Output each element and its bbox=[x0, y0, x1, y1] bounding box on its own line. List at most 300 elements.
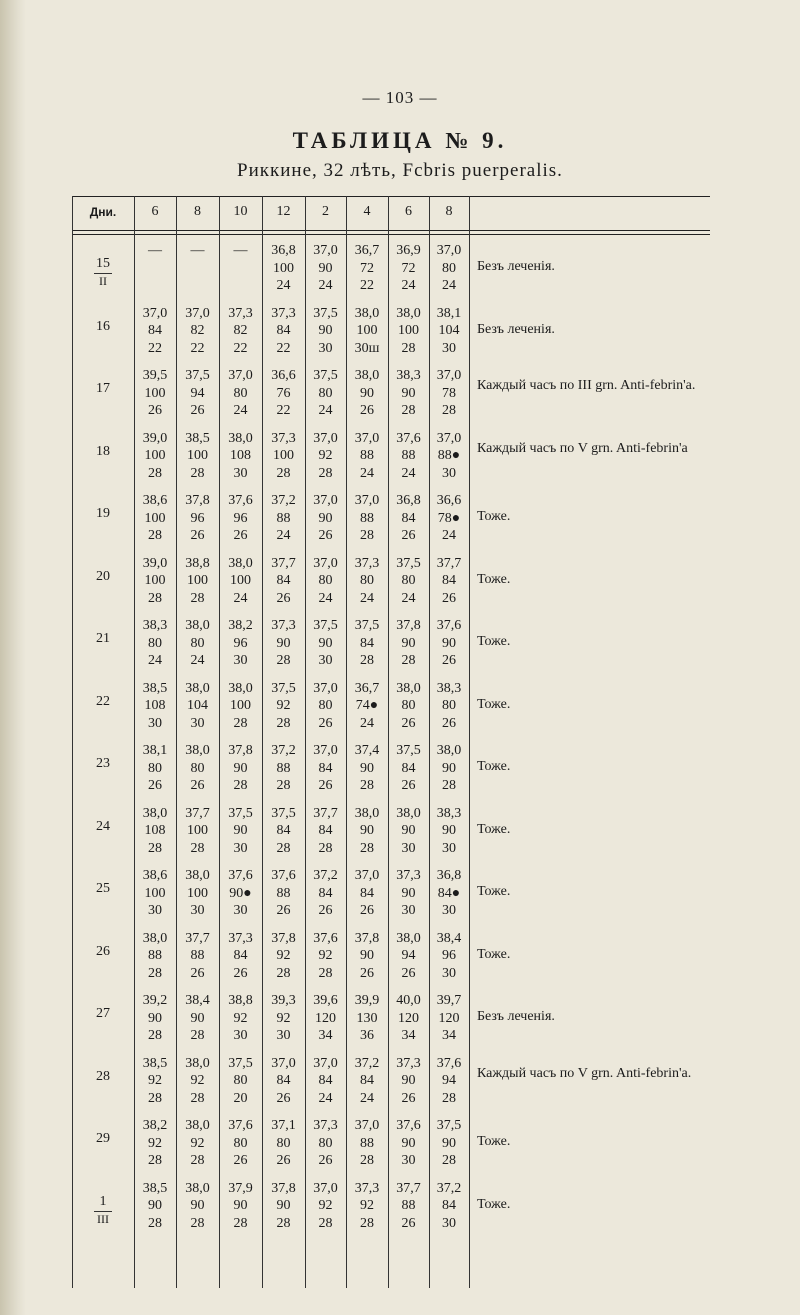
reading-cell bbox=[219, 1113, 262, 1176]
table-row bbox=[72, 926, 710, 985]
pulse-value: 82 bbox=[190, 323, 205, 338]
reading-cell bbox=[176, 988, 219, 1051]
pulse-value: 84 bbox=[360, 635, 374, 651]
temperature-value: 37,5 bbox=[185, 368, 210, 383]
temperature-value: 37,0 bbox=[313, 555, 338, 571]
pulse-value: 90 bbox=[442, 823, 456, 838]
pulse-value: 84 bbox=[318, 760, 333, 776]
pulse-value: 90 bbox=[360, 385, 374, 401]
data-table bbox=[72, 196, 710, 1288]
respiration-value: 34 bbox=[442, 1028, 456, 1043]
temperature-value: 40,0 bbox=[396, 993, 421, 1008]
pulse-value: 92 bbox=[190, 1073, 205, 1088]
respiration-value: 28 bbox=[276, 840, 291, 856]
table-row bbox=[72, 988, 710, 1047]
respiration-value: 26 bbox=[318, 903, 333, 918]
table-row bbox=[72, 1051, 710, 1110]
table-title: ТАБЛИЦА № 9. bbox=[292, 128, 508, 153]
temperature-value: 37,0 bbox=[313, 493, 338, 508]
temperature-value: 39,5 bbox=[142, 368, 168, 383]
temperature-value: 38,8 bbox=[185, 555, 210, 571]
temperature-value: 37,5 bbox=[271, 680, 296, 696]
reading-cell bbox=[262, 488, 305, 551]
reading-cell bbox=[134, 1113, 176, 1176]
reading-cell bbox=[388, 301, 429, 364]
temperature-value: 36,7 bbox=[354, 243, 380, 258]
temperature-value: 38,0 bbox=[436, 743, 462, 758]
pulse-value: 120 bbox=[315, 1010, 336, 1026]
respiration-value: 30 bbox=[401, 903, 416, 918]
temperature-value: 38,5 bbox=[185, 430, 210, 446]
pulse-value: 90 bbox=[401, 1073, 416, 1088]
pulse-value: 88 bbox=[360, 448, 374, 463]
pulse-value: 90 bbox=[360, 823, 374, 838]
pulse-value: 80 bbox=[318, 698, 333, 713]
temperature-value: 38,0 bbox=[185, 618, 210, 633]
respiration-value: 24 bbox=[190, 653, 205, 668]
reading-cell bbox=[429, 363, 469, 426]
pulse-value: 96 bbox=[190, 510, 205, 526]
table-row bbox=[72, 1176, 710, 1235]
respiration-value: 28 bbox=[190, 840, 205, 856]
respiration-value: 30 bbox=[401, 840, 416, 856]
pulse-value bbox=[219, 260, 262, 278]
pulse-value: 84 bbox=[318, 1073, 333, 1088]
pulse-value: 90 bbox=[148, 1010, 162, 1026]
temperature-value: 38,2 bbox=[228, 618, 253, 633]
pulse-value: 100 bbox=[230, 573, 251, 588]
reading-cell bbox=[346, 988, 388, 1051]
temperature-value: 36,8 bbox=[436, 868, 462, 883]
reading-cell bbox=[219, 613, 262, 676]
day-number: 19 bbox=[96, 506, 110, 521]
respiration-value: 30 bbox=[442, 1215, 456, 1231]
pulse-value: 90 bbox=[318, 635, 333, 651]
reading-cell bbox=[388, 363, 429, 426]
temperature-value: 37,0 bbox=[354, 493, 380, 508]
temperature-value: 38,5 bbox=[142, 1180, 168, 1196]
reading-cell bbox=[305, 426, 346, 489]
pulse-value: 90 bbox=[318, 323, 333, 338]
pulse-value: 90 bbox=[401, 385, 416, 401]
temperature-value: 37,8 bbox=[354, 930, 380, 946]
reading-cell bbox=[219, 426, 262, 489]
reading-cell bbox=[388, 488, 429, 551]
treatment-note: Каждый часъ по III grn. Anti-febrin'a. bbox=[477, 378, 696, 393]
pulse-value: 84 bbox=[276, 1073, 291, 1088]
pulse-value: 100 bbox=[187, 885, 208, 901]
reading-cell bbox=[346, 551, 388, 614]
temperature-value: 38,1 bbox=[142, 743, 168, 758]
reading-cell bbox=[388, 238, 429, 301]
reading-cell bbox=[219, 1176, 262, 1239]
treatment-note: Каждый часъ по V grn. Anti-febrin'a bbox=[477, 440, 688, 456]
respiration-value: 28 bbox=[190, 590, 205, 606]
pulse-value: 88● bbox=[437, 448, 461, 463]
respiration-value: 26 bbox=[318, 778, 333, 793]
respiration-value: 26 bbox=[318, 1153, 333, 1168]
respiration-value: 24 bbox=[360, 715, 374, 731]
reading-cell bbox=[176, 1176, 219, 1239]
respiration-value: 24 bbox=[401, 465, 416, 481]
pulse-value: 100 bbox=[356, 323, 378, 338]
table-rule bbox=[72, 196, 710, 197]
reading-cell bbox=[429, 1176, 469, 1239]
pulse-value: 100 bbox=[144, 510, 166, 526]
page-number: — 103 — bbox=[362, 88, 438, 107]
table-row bbox=[72, 738, 710, 797]
respiration-value: 28 bbox=[276, 778, 291, 793]
treatment-note: Тоже. bbox=[477, 759, 511, 774]
reading-cell bbox=[346, 676, 388, 739]
respiration-value: 26 bbox=[190, 965, 205, 981]
reading-cell bbox=[176, 238, 219, 301]
reading-cell bbox=[429, 738, 469, 801]
pulse-value: 130 bbox=[356, 1010, 378, 1026]
temperature-value: 37,0 bbox=[436, 430, 462, 446]
reading-cell bbox=[176, 426, 219, 489]
pulse-value: 84 bbox=[401, 760, 416, 776]
pulse-value: 90 bbox=[148, 1198, 162, 1213]
temperature-value: 37,5 bbox=[354, 618, 380, 633]
respiration-value: 28 bbox=[148, 1153, 162, 1168]
respiration-value: 28 bbox=[318, 840, 333, 856]
reading-cell bbox=[429, 1113, 469, 1176]
reading-cell bbox=[176, 1051, 219, 1114]
day-cell bbox=[72, 319, 134, 335]
reading-cell bbox=[388, 988, 429, 1051]
temperature-value: 38,0 bbox=[396, 805, 421, 821]
pulse-value: 80 bbox=[401, 698, 416, 713]
reading-cell bbox=[176, 863, 219, 926]
column-header-hour: 6 bbox=[405, 204, 412, 219]
temperature-value: 39,2 bbox=[142, 993, 168, 1008]
respiration-value: 30 bbox=[318, 340, 333, 356]
reading-cell bbox=[305, 551, 346, 614]
reading-cell bbox=[429, 426, 469, 489]
temperature-value: 38,0 bbox=[396, 930, 421, 946]
reading-cell bbox=[262, 738, 305, 801]
temperature-value: 38,0 bbox=[354, 305, 380, 321]
pulse-value: 94 bbox=[401, 948, 416, 963]
day-number: 26 bbox=[96, 943, 110, 959]
day-cell bbox=[72, 944, 134, 960]
pulse-value: 80 bbox=[318, 385, 333, 401]
pulse-value: 100 bbox=[230, 698, 251, 713]
pulse-value: 100 bbox=[273, 448, 294, 463]
temperature-value: 37,8 bbox=[396, 618, 421, 633]
table-row bbox=[72, 1113, 710, 1172]
respiration-value: 28 bbox=[442, 403, 456, 418]
temperature-value: 37,3 bbox=[271, 305, 296, 321]
pulse-value: 90 bbox=[401, 885, 416, 901]
respiration-value: 28 bbox=[148, 590, 162, 606]
respiration-value: 28 bbox=[233, 1215, 248, 1231]
reading-cell bbox=[219, 676, 262, 739]
reading-cell bbox=[219, 1051, 262, 1114]
reading-cell bbox=[305, 1113, 346, 1176]
treatment-note: Тоже. bbox=[477, 821, 511, 837]
pulse-value: 82 bbox=[233, 323, 248, 338]
respiration-value: 30 bbox=[442, 840, 456, 856]
reading-cell bbox=[176, 1113, 219, 1176]
table-row bbox=[72, 301, 710, 360]
reading-cell bbox=[305, 863, 346, 926]
respiration-value: 30 bbox=[442, 965, 456, 981]
respiration-value: 24 bbox=[401, 278, 416, 293]
reading-cell bbox=[134, 676, 176, 739]
temperature-value: 38,5 bbox=[142, 680, 168, 696]
pulse-value: 92 bbox=[190, 1135, 205, 1151]
respiration-value: 28 bbox=[148, 965, 162, 981]
respiration-value: 28 bbox=[148, 840, 162, 856]
pulse-value: 88 bbox=[276, 510, 291, 526]
reading-cell bbox=[305, 613, 346, 676]
pulse-value: 80 bbox=[318, 573, 333, 588]
day-number: 28 bbox=[96, 1068, 110, 1084]
respiration-value: 26 bbox=[401, 778, 416, 793]
pulse-value: 90 bbox=[233, 823, 248, 838]
temperature-value: 37,3 bbox=[396, 868, 421, 883]
pulse-value: 80 bbox=[442, 260, 456, 276]
pulse-value: 92 bbox=[276, 698, 291, 713]
reading-cell bbox=[262, 363, 305, 426]
pulse-value: 92 bbox=[276, 1010, 291, 1026]
temperature-value: 37,6 bbox=[271, 868, 296, 883]
pulse-value: 78● bbox=[437, 510, 461, 526]
pulse-value: 90 bbox=[442, 635, 456, 651]
temperature-value: 37,8 bbox=[185, 493, 210, 508]
respiration-value: 24 bbox=[318, 403, 333, 418]
temperature-value: 37,0 bbox=[354, 868, 380, 883]
reading-cell bbox=[305, 926, 346, 989]
temperature-value: 38,0 bbox=[354, 805, 380, 821]
reading-cell bbox=[219, 801, 262, 864]
reading-cell bbox=[262, 676, 305, 739]
respiration-value: 26 bbox=[148, 403, 162, 418]
pulse-value: 100 bbox=[144, 885, 166, 901]
treatment-note: Тоже. bbox=[477, 946, 511, 962]
column-header-hour: 4 bbox=[363, 204, 371, 219]
pulse-value: 100 bbox=[187, 823, 208, 838]
pulse-value: 80 bbox=[190, 635, 205, 651]
temperature-value: 37,0 bbox=[436, 368, 462, 383]
temperature-value: 37,9 bbox=[228, 1180, 253, 1196]
reading-cell bbox=[346, 863, 388, 926]
reading-cell bbox=[262, 301, 305, 364]
temperature-value: 38,0 bbox=[228, 680, 253, 696]
temperature-value: 37,5 bbox=[271, 805, 296, 821]
day-number: 29 bbox=[96, 1131, 110, 1146]
temperature-value: 37,0 bbox=[313, 430, 338, 446]
treatment-note: Тоже. bbox=[477, 634, 511, 649]
pulse-value: 80 bbox=[190, 760, 205, 776]
temperature-value: 38,0 bbox=[396, 680, 421, 696]
respiration-value: 28 bbox=[360, 840, 374, 856]
reading-cell bbox=[134, 926, 176, 989]
pulse-value: 108 bbox=[144, 698, 166, 713]
respiration-value: 24 bbox=[360, 1090, 374, 1106]
column-header-days: Дни. bbox=[89, 205, 117, 219]
reading-cell bbox=[134, 801, 176, 864]
reading-cell bbox=[429, 863, 469, 926]
respiration-value: 28 bbox=[148, 1090, 162, 1106]
pulse-value: 84 bbox=[360, 1073, 374, 1088]
respiration-value: 28 bbox=[318, 465, 333, 481]
reading-cell bbox=[346, 1051, 388, 1114]
pulse-value: 80 bbox=[276, 1135, 291, 1151]
respiration-value: 28 bbox=[442, 1090, 456, 1106]
pulse-value: 80 bbox=[148, 760, 162, 776]
pulse-value: 96 bbox=[233, 635, 248, 651]
day-cell bbox=[72, 756, 134, 772]
reading-cell bbox=[429, 488, 469, 551]
pulse-value: 90 bbox=[233, 1198, 248, 1213]
reading-cell bbox=[388, 613, 429, 676]
respiration-value: 26 bbox=[233, 965, 248, 981]
respiration-value: 22 bbox=[190, 340, 205, 356]
respiration-value: 26 bbox=[401, 1215, 416, 1231]
reading-cell bbox=[429, 988, 469, 1051]
table-row bbox=[72, 238, 710, 297]
reading-cell bbox=[346, 1176, 388, 1239]
respiration-value: 28 bbox=[276, 965, 291, 981]
respiration-value: 28 bbox=[276, 465, 291, 481]
reading-cell bbox=[388, 926, 429, 989]
pulse-value: 88 bbox=[276, 760, 291, 776]
pulse-value: 90 bbox=[318, 510, 333, 526]
day-cell bbox=[72, 694, 134, 710]
pulse-value: 90 bbox=[360, 760, 374, 776]
respiration-value: 24 bbox=[148, 653, 162, 668]
pulse-value: 100 bbox=[144, 385, 166, 401]
reading-cell bbox=[219, 863, 262, 926]
day-number: 23 bbox=[96, 756, 110, 771]
temperature-value: 37,0 bbox=[436, 243, 462, 258]
pulse-value: 92 bbox=[318, 1198, 333, 1213]
temperature-value: 38,8 bbox=[228, 993, 253, 1008]
temperature-value: 37,8 bbox=[271, 1180, 296, 1196]
temperature-value: 38,5 bbox=[142, 1055, 168, 1071]
respiration-value: 30 bbox=[442, 903, 456, 918]
temperature-value: 38,4 bbox=[185, 993, 210, 1008]
reading-cell bbox=[262, 988, 305, 1051]
pulse-value: 100 bbox=[187, 448, 208, 463]
reading-cell bbox=[134, 738, 176, 801]
pulse-value bbox=[176, 260, 219, 278]
respiration-value: 24 bbox=[233, 403, 248, 418]
temperature-value: 38,3 bbox=[436, 805, 462, 821]
table-row bbox=[72, 426, 710, 485]
temperature-value: 38,0 bbox=[185, 1180, 210, 1196]
reading-cell bbox=[429, 613, 469, 676]
temperature-value: 37,3 bbox=[228, 305, 253, 321]
temperature-value: 36,6 bbox=[436, 493, 462, 508]
temperature-value: 37,3 bbox=[271, 430, 296, 446]
temperature-value: 39,0 bbox=[142, 555, 168, 571]
day-number: 16 bbox=[96, 318, 110, 334]
respiration-value: 28 bbox=[190, 1090, 205, 1106]
respiration-value: 30 bbox=[401, 1153, 416, 1168]
temperature-value: 36,8 bbox=[271, 243, 296, 258]
reading-cell bbox=[176, 676, 219, 739]
reading-cell bbox=[305, 1176, 346, 1239]
reading-cell bbox=[262, 863, 305, 926]
pulse-value: 96 bbox=[233, 510, 248, 526]
reading-cell bbox=[346, 363, 388, 426]
day-number: 18 bbox=[96, 443, 110, 459]
pulse-value: 84 bbox=[442, 573, 456, 588]
respiration-value: 26 bbox=[190, 403, 205, 418]
respiration-value: 30 bbox=[442, 340, 456, 356]
pulse-value: 90 bbox=[442, 760, 456, 776]
temperature-value: 37,7 bbox=[185, 930, 210, 946]
reading-cell bbox=[346, 738, 388, 801]
respiration-value: 26 bbox=[401, 715, 416, 731]
pulse-value: 108 bbox=[230, 448, 251, 463]
pulse-value: 80 bbox=[233, 385, 248, 401]
respiration-value: 26 bbox=[360, 965, 374, 981]
reading-cell bbox=[305, 1051, 346, 1114]
pulse-value: 88 bbox=[401, 448, 416, 463]
pulse-value: 90● bbox=[229, 885, 252, 901]
reading-cell bbox=[346, 801, 388, 864]
temperature-value: 37,7 bbox=[436, 555, 462, 571]
table-subtitle: Риккинe, 32 лѣть, Fcbris puerperalis. bbox=[237, 160, 563, 181]
pulse-value: 108 bbox=[144, 823, 166, 838]
pulse-value: 90 bbox=[442, 1135, 456, 1151]
reading-cell bbox=[305, 363, 346, 426]
pulse-value: 100 bbox=[144, 448, 166, 463]
respiration-value: 26 bbox=[401, 528, 416, 543]
pulse-value: 104 bbox=[187, 698, 208, 713]
pulse-value: 84 bbox=[276, 573, 291, 588]
reading-cell bbox=[388, 1176, 429, 1239]
temperature-value: 37,2 bbox=[313, 868, 338, 883]
day-cell bbox=[72, 1194, 134, 1227]
temperature-value: 37,0 bbox=[313, 1180, 338, 1196]
pulse-value: 84 bbox=[360, 885, 374, 901]
pulse-value: 90 bbox=[276, 1198, 291, 1213]
pulse-value: 88 bbox=[148, 948, 162, 963]
table-row bbox=[72, 551, 710, 610]
pulse-value: 94 bbox=[190, 385, 205, 401]
respiration-value: 26 bbox=[190, 778, 205, 793]
day-number: 24 bbox=[96, 818, 110, 834]
temperature-value: 38,2 bbox=[142, 1118, 168, 1133]
day-cell bbox=[72, 631, 134, 647]
treatment-note: Безъ леченія. bbox=[477, 259, 555, 274]
temperature-value: 38,6 bbox=[142, 868, 168, 883]
day-number: 25 bbox=[96, 881, 110, 896]
pulse-value: 96 bbox=[442, 948, 456, 963]
table-row bbox=[72, 676, 710, 735]
day-cell bbox=[72, 1006, 134, 1022]
reading-cell bbox=[219, 238, 262, 301]
pulse-value: 120 bbox=[398, 1010, 419, 1026]
respiration-value: 24 bbox=[442, 278, 456, 293]
temperature-value: 38,0 bbox=[354, 368, 380, 383]
respiration-value: 28 bbox=[190, 1028, 205, 1043]
temperature-value: 37,6 bbox=[228, 1118, 253, 1133]
respiration-value: 26 bbox=[360, 403, 374, 418]
reading-cell bbox=[388, 863, 429, 926]
temperature-value: 37,0 bbox=[228, 368, 253, 383]
respiration-value: 28 bbox=[233, 715, 248, 731]
reading-cell bbox=[176, 363, 219, 426]
temperature-value: 37,0 bbox=[313, 680, 338, 696]
table-row bbox=[72, 863, 710, 922]
